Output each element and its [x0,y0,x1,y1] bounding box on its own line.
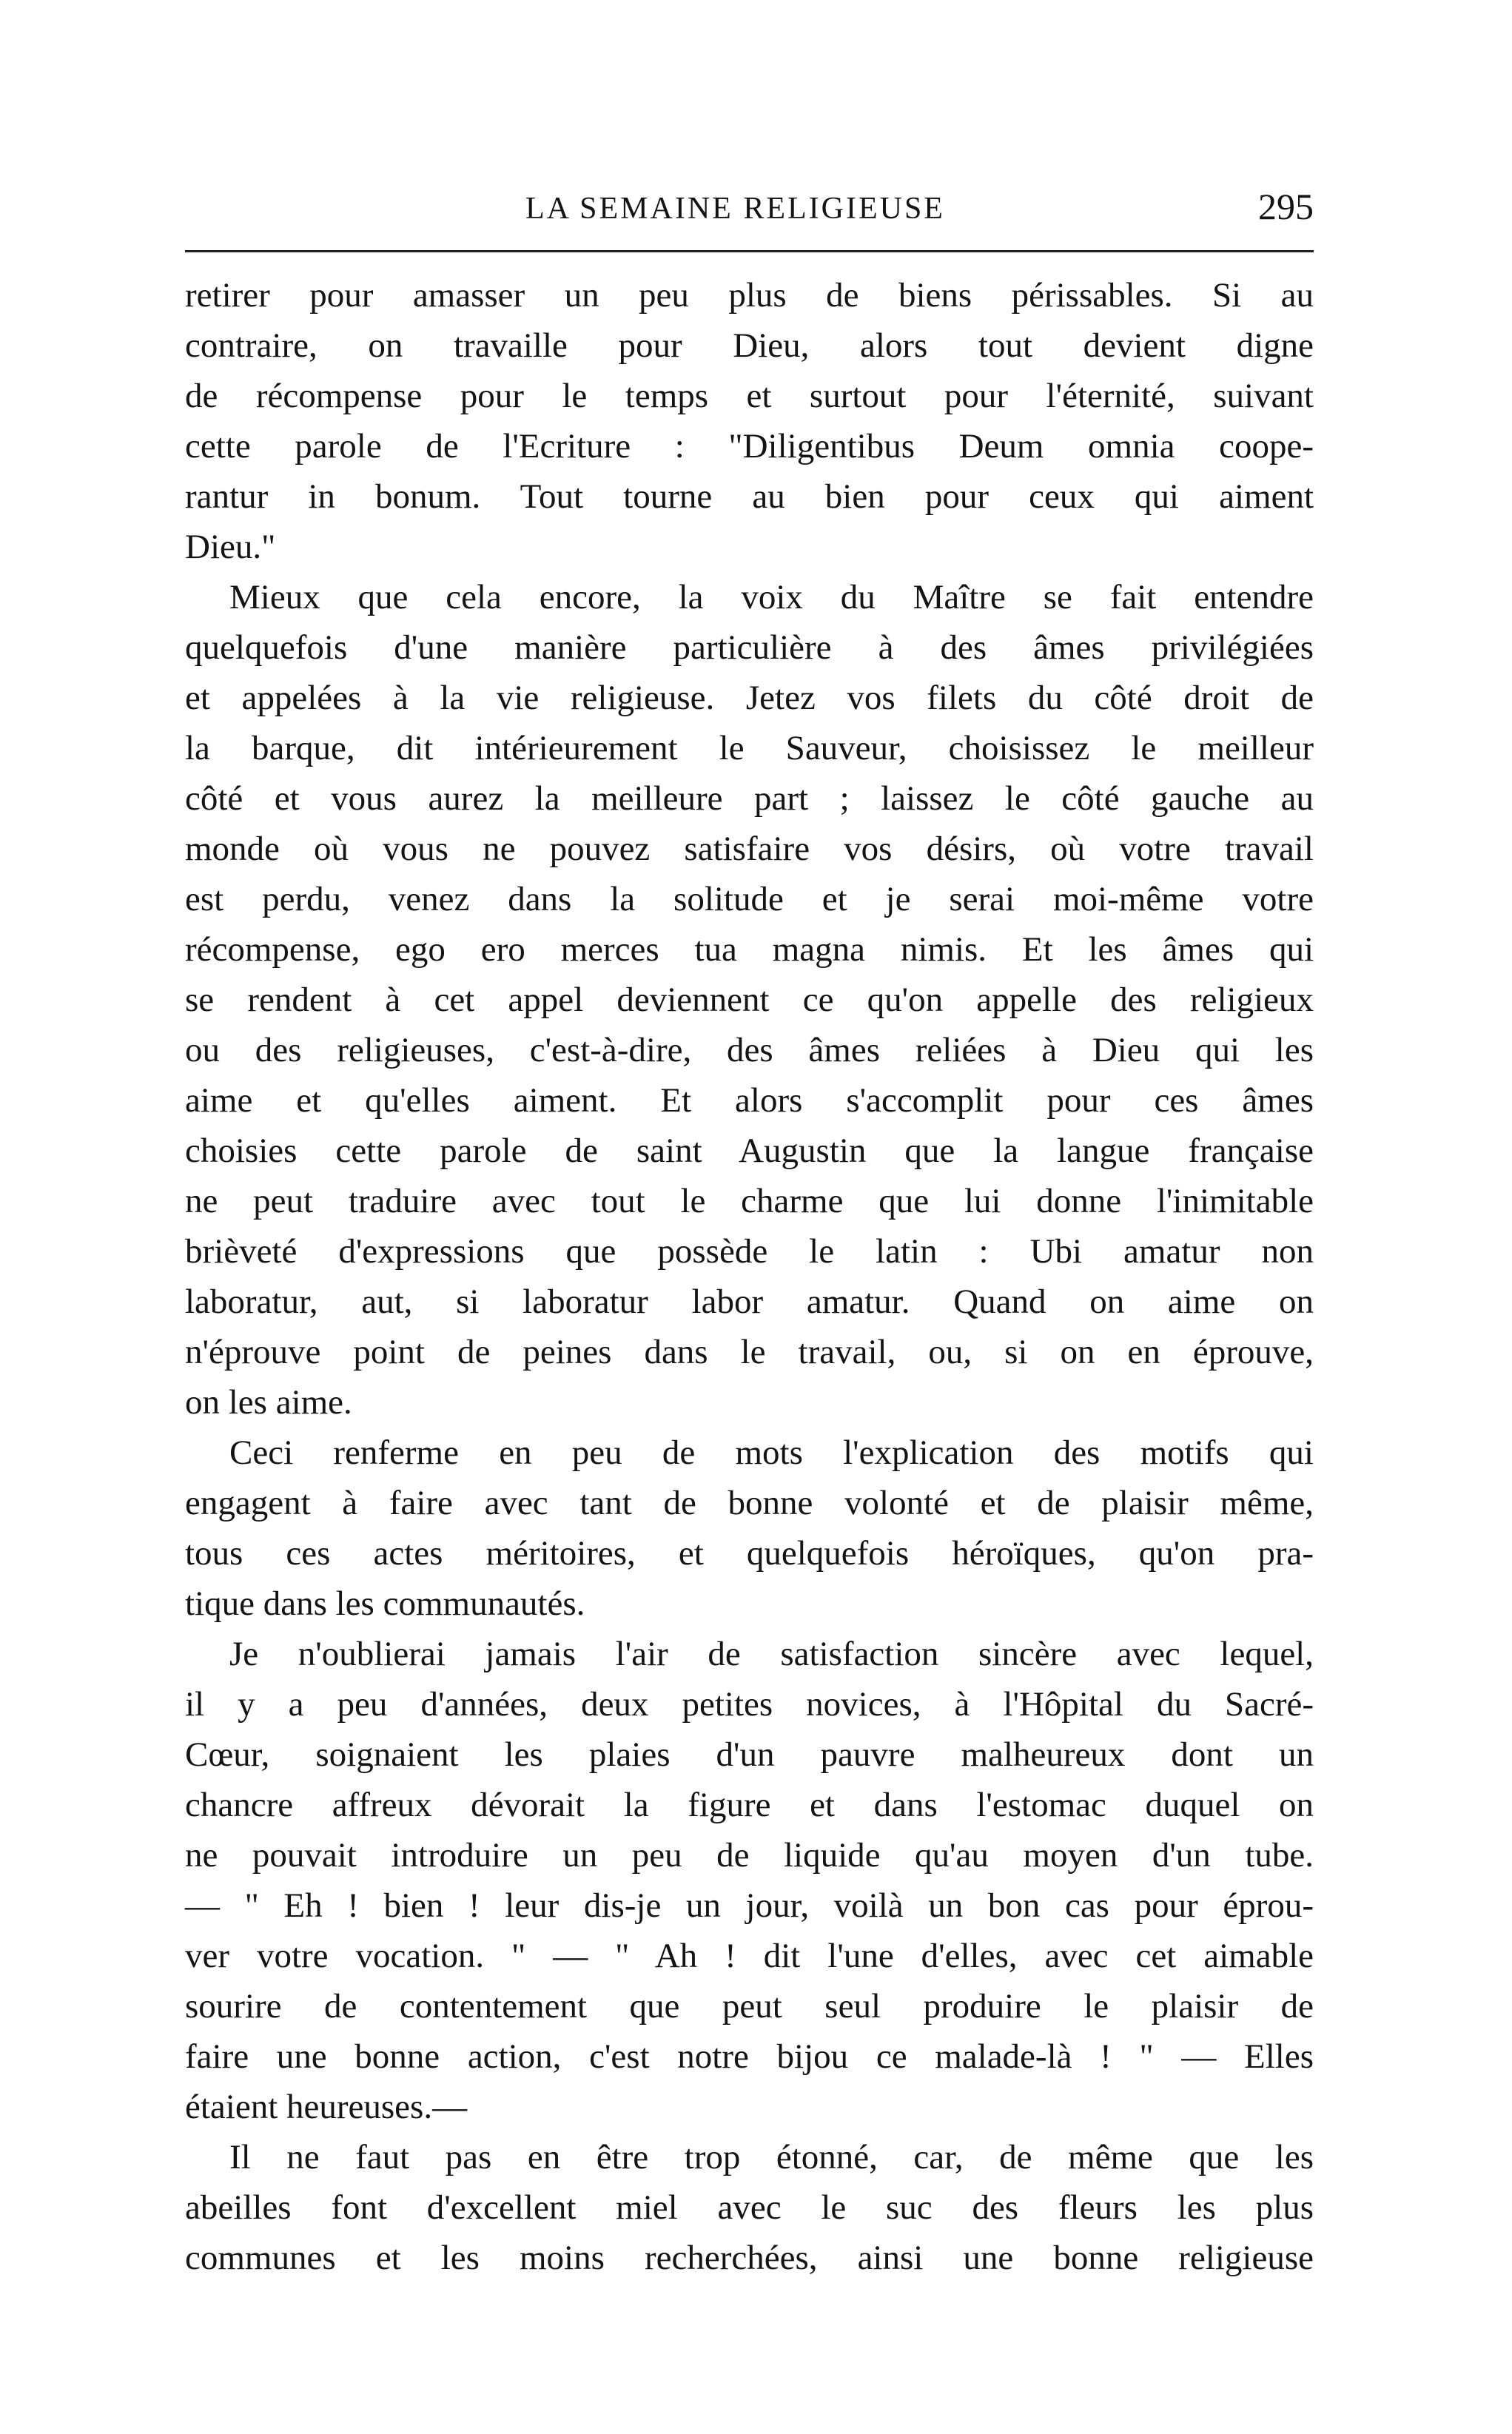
text-line: chancre affreux dévorait la figure et dans l'estomac duquel on [185,1786,1314,1824]
text-line: étaient heureuses.— [185,2088,468,2126]
text-line: Ceci renferme en peu de mots l'explication des motifs qui [229,1433,1314,1472]
text-line: Je n'oublierai jamais l'air de satisfaction sincère avec lequel, [229,1635,1314,1673]
text-line: — " Eh ! bien ! leur dis-je un jour, voilà un bon cas pour éprou- [185,1886,1314,1925]
text-line: côté et vous aurez la meilleure part ; laissez le côté gauche au [185,779,1314,818]
text-line: tique dans les communautés. [185,1584,585,1623]
text-line: laboratur, aut, si laboratur labor amatur. Quand on aime on [185,1282,1314,1321]
text-line: et appelées à la vie religieuse. Jetez vos filets du côté droit de [185,679,1314,717]
running-title: LA SEMAINE RELIGIEUSE [525,192,945,226]
text-line: retirer pour amasser un peu plus de biens périssables. Si au [185,276,1314,315]
text-line: engagent à faire avec tant de bonne volonté et de plaisir même, [185,1484,1314,1522]
text-line: ne peut traduire avec tout le charme que lui donne l'inimitable [185,1182,1314,1220]
text-line: Dieu." [185,528,276,566]
text-line: ver votre vocation. " — " Ah ! dit l'une d'elles, avec cet aimable [185,1937,1314,1975]
text-line: est perdu, venez dans la solitude et je serai moi-même votre [185,880,1314,918]
text-line: ou des religieuses, c'est-à-dire, des âmes reliées à Dieu qui les [185,1031,1314,1069]
text-line: quelquefois d'une manière particulière à des âmes privilégiées [185,628,1314,667]
text-line: ne pouvait introduire un peu de liquide qu'au moyen d'un tube. [185,1836,1314,1875]
text-line: Il ne faut pas en être trop étonné, car, de même que les [229,2138,1314,2176]
text-line: n'éprouve point de peines dans le travail, ou, si on en éprouve, [185,1333,1314,1371]
text-line: faire une bonne action, c'est notre bijou ce malade-là ! " — Elles [185,2037,1314,2076]
body-text [185,270,1314,2283]
page-header [185,185,1314,237]
text-line: sourire de contentement que peut seul produire le plaisir de [185,1987,1314,2025]
text-line: la barque, dit intérieurement le Sauveur, choisissez le meilleur [185,729,1314,767]
text-line: choisies cette parole de saint Augustin que la langue française [185,1132,1314,1170]
text-line: rantur in bonum. Tout tourne au bien pour ceux qui aiment [185,477,1314,516]
text-line: brièveté d'expressions que possède le latin : Ubi amatur non [185,1232,1314,1271]
text-line: il y a peu d'années, deux petites novices, à l'Hôpital du Sacré- [185,1685,1314,1724]
text-line: cette parole de l'Ecriture : "Diligentibus Deum omnia coope- [185,427,1314,465]
text-line: Cœur, soignaient les plaies d'un pauvre malheureux dont un [185,1735,1314,1774]
text-line: abeilles font d'excellent miel avec le suc des fleurs les plus [185,2188,1314,2227]
text-line: communes et les moins recherchées, ainsi une bonne religieuse [185,2239,1314,2277]
page-number: 295 [1258,186,1314,227]
text-line: récompense, ego ero merces tua magna nimis. Et les âmes qui [185,930,1314,969]
text-line: on les aime. [185,1383,352,1422]
text-line: tous ces actes méritoires, et quelquefois héroïques, qu'on pra- [185,1534,1314,1573]
text-line: de récompense pour le temps et surtout pour l'éternité, suivant [185,377,1314,415]
text-line: monde où vous ne pouvez satisfaire vos désirs, où votre travail [185,830,1314,868]
text-line: contraire, on travaille pour Dieu, alors tout devient digne [185,326,1314,365]
text-line: se rendent à cet appel deviennent ce qu'on appelle des religieux [185,981,1314,1019]
text-line: aime et qu'elles aiment. Et alors s'accomplit pour ces âmes [185,1081,1314,1120]
text-line: Mieux que cela encore, la voix du Maître se fait entendre [229,578,1314,616]
header-rule [185,250,1314,252]
